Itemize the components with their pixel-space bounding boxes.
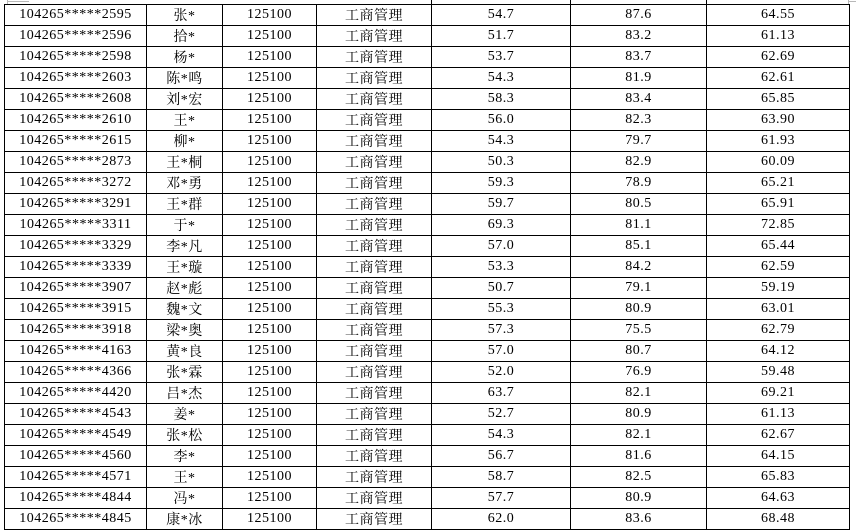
total-score-cell: 64.15 bbox=[707, 446, 850, 467]
table-row bbox=[5, 236, 850, 257]
name-cell: 于* bbox=[147, 215, 223, 236]
table-row bbox=[5, 383, 850, 404]
total-score-cell: 62.61 bbox=[707, 68, 850, 89]
initial-score-cell: 50.7 bbox=[432, 278, 571, 299]
total-score-cell: 63.90 bbox=[707, 110, 850, 131]
table-row bbox=[5, 131, 850, 152]
retest-score-cell: 82.9 bbox=[571, 152, 707, 173]
initial-score-cell: 52.7 bbox=[432, 404, 571, 425]
major-code-cell: 125100 bbox=[223, 194, 317, 215]
table-row bbox=[5, 89, 850, 110]
major-name-cell: 工商管理 bbox=[317, 68, 432, 89]
major-name-cell: 工商管理 bbox=[317, 236, 432, 257]
candidate-id-cell: 104265*****4571 bbox=[5, 467, 147, 488]
table-row bbox=[5, 488, 850, 509]
total-score-cell: 62.79 bbox=[707, 320, 850, 341]
major-code-cell: 125100 bbox=[223, 425, 317, 446]
retest-score-cell: 81.6 bbox=[571, 446, 707, 467]
initial-score-cell: 62.0 bbox=[432, 509, 571, 530]
total-score-cell: 59.19 bbox=[707, 278, 850, 299]
initial-score-cell: 58.7 bbox=[432, 467, 571, 488]
major-name-cell: 工商管理 bbox=[317, 341, 432, 362]
major-name-cell: 工商管理 bbox=[317, 362, 432, 383]
initial-score-cell: 54.7 bbox=[432, 5, 571, 26]
table-row bbox=[5, 5, 850, 26]
candidate-id-cell: 104265*****4420 bbox=[5, 383, 147, 404]
candidate-id-cell: 104265*****3918 bbox=[5, 320, 147, 341]
major-code-cell: 125100 bbox=[223, 257, 317, 278]
score-table-body bbox=[5, 5, 850, 530]
major-code-cell: 125100 bbox=[223, 173, 317, 194]
major-code-cell: 125100 bbox=[223, 152, 317, 173]
candidate-id-cell: 104265*****2596 bbox=[5, 26, 147, 47]
retest-score-cell: 80.7 bbox=[571, 341, 707, 362]
name-cell: 赵*彪 bbox=[147, 278, 223, 299]
name-cell: 吕*杰 bbox=[147, 383, 223, 404]
retest-score-cell: 84.2 bbox=[571, 257, 707, 278]
initial-score-cell: 50.3 bbox=[432, 152, 571, 173]
total-score-cell: 65.44 bbox=[707, 236, 850, 257]
major-name-cell: 工商管理 bbox=[317, 5, 432, 26]
initial-score-cell: 57.0 bbox=[432, 341, 571, 362]
name-cell: 魏*文 bbox=[147, 299, 223, 320]
initial-score-cell: 57.7 bbox=[432, 488, 571, 509]
major-name-cell: 工商管理 bbox=[317, 404, 432, 425]
initial-score-cell: 56.7 bbox=[432, 446, 571, 467]
candidate-id-cell: 104265*****3291 bbox=[5, 194, 147, 215]
major-code-cell: 125100 bbox=[223, 236, 317, 257]
major-name-cell: 工商管理 bbox=[317, 383, 432, 404]
table-row bbox=[5, 194, 850, 215]
name-cell: 张*松 bbox=[147, 425, 223, 446]
total-score-cell: 64.12 bbox=[707, 341, 850, 362]
table-row bbox=[5, 110, 850, 131]
table-row bbox=[5, 68, 850, 89]
major-name-cell: 工商管理 bbox=[317, 278, 432, 299]
initial-score-cell: 51.7 bbox=[432, 26, 571, 47]
total-score-cell: 60.09 bbox=[707, 152, 850, 173]
score-table bbox=[4, 4, 850, 530]
candidate-id-cell: 104265*****4549 bbox=[5, 425, 147, 446]
name-cell: 黄*良 bbox=[147, 341, 223, 362]
initial-score-cell: 54.3 bbox=[432, 131, 571, 152]
major-name-cell: 工商管理 bbox=[317, 425, 432, 446]
sheet-gridline-remnant bbox=[848, 1, 856, 2]
major-name-cell: 工商管理 bbox=[317, 26, 432, 47]
retest-score-cell: 82.5 bbox=[571, 467, 707, 488]
major-code-cell: 125100 bbox=[223, 299, 317, 320]
table-row bbox=[5, 467, 850, 488]
name-cell: 张*霖 bbox=[147, 362, 223, 383]
total-score-cell: 62.59 bbox=[707, 257, 850, 278]
table-row bbox=[5, 215, 850, 236]
initial-score-cell: 59.7 bbox=[432, 194, 571, 215]
major-code-cell: 125100 bbox=[223, 26, 317, 47]
major-name-cell: 工商管理 bbox=[317, 299, 432, 320]
table-row bbox=[5, 404, 850, 425]
major-code-cell: 125100 bbox=[223, 278, 317, 299]
name-cell: 王*群 bbox=[147, 194, 223, 215]
major-code-cell: 125100 bbox=[223, 404, 317, 425]
candidate-id-cell: 104265*****4543 bbox=[5, 404, 147, 425]
initial-score-cell: 69.3 bbox=[432, 215, 571, 236]
major-code-cell: 125100 bbox=[223, 110, 317, 131]
initial-score-cell: 56.0 bbox=[432, 110, 571, 131]
retest-score-cell: 83.6 bbox=[571, 509, 707, 530]
initial-score-cell: 53.7 bbox=[432, 47, 571, 68]
total-score-cell: 64.55 bbox=[707, 5, 850, 26]
retest-score-cell: 81.1 bbox=[571, 215, 707, 236]
major-name-cell: 工商管理 bbox=[317, 194, 432, 215]
retest-score-cell: 75.5 bbox=[571, 320, 707, 341]
retest-score-cell: 83.2 bbox=[571, 26, 707, 47]
retest-score-cell: 83.4 bbox=[571, 89, 707, 110]
candidate-id-cell: 104265*****3329 bbox=[5, 236, 147, 257]
candidate-id-cell: 104265*****4560 bbox=[5, 446, 147, 467]
major-name-cell: 工商管理 bbox=[317, 173, 432, 194]
major-name-cell: 工商管理 bbox=[317, 215, 432, 236]
name-cell: 王* bbox=[147, 110, 223, 131]
candidate-id-cell: 104265*****3339 bbox=[5, 257, 147, 278]
table-row bbox=[5, 47, 850, 68]
retest-score-cell: 78.9 bbox=[571, 173, 707, 194]
table-row bbox=[5, 509, 850, 530]
name-cell: 王*璇 bbox=[147, 257, 223, 278]
total-score-cell: 62.69 bbox=[707, 47, 850, 68]
candidate-id-cell: 104265*****4845 bbox=[5, 509, 147, 530]
initial-score-cell: 63.7 bbox=[432, 383, 571, 404]
major-code-cell: 125100 bbox=[223, 446, 317, 467]
candidate-id-cell: 104265*****4844 bbox=[5, 488, 147, 509]
retest-score-cell: 81.9 bbox=[571, 68, 707, 89]
total-score-cell: 61.93 bbox=[707, 131, 850, 152]
retest-score-cell: 79.1 bbox=[571, 278, 707, 299]
total-score-cell: 65.21 bbox=[707, 173, 850, 194]
name-cell: 张* bbox=[147, 5, 223, 26]
table-row bbox=[5, 362, 850, 383]
table-row bbox=[5, 446, 850, 467]
name-cell: 李*凡 bbox=[147, 236, 223, 257]
major-code-cell: 125100 bbox=[223, 341, 317, 362]
total-score-cell: 61.13 bbox=[707, 26, 850, 47]
table-row bbox=[5, 278, 850, 299]
candidate-id-cell: 104265*****2595 bbox=[5, 5, 147, 26]
total-score-cell: 63.01 bbox=[707, 299, 850, 320]
major-name-cell: 工商管理 bbox=[317, 47, 432, 68]
major-name-cell: 工商管理 bbox=[317, 131, 432, 152]
candidate-id-cell: 104265*****2598 bbox=[5, 47, 147, 68]
total-score-cell: 59.48 bbox=[707, 362, 850, 383]
candidate-id-cell: 104265*****4163 bbox=[5, 341, 147, 362]
initial-score-cell: 53.3 bbox=[432, 257, 571, 278]
initial-score-cell: 59.3 bbox=[432, 173, 571, 194]
table-row bbox=[5, 299, 850, 320]
retest-score-cell: 83.7 bbox=[571, 47, 707, 68]
candidate-id-cell: 104265*****2610 bbox=[5, 110, 147, 131]
major-code-cell: 125100 bbox=[223, 383, 317, 404]
name-cell: 冯* bbox=[147, 488, 223, 509]
name-cell: 李* bbox=[147, 446, 223, 467]
candidate-id-cell: 104265*****4366 bbox=[5, 362, 147, 383]
initial-score-cell: 57.3 bbox=[432, 320, 571, 341]
total-score-cell: 68.48 bbox=[707, 509, 850, 530]
retest-score-cell: 80.9 bbox=[571, 404, 707, 425]
retest-score-cell: 80.9 bbox=[571, 299, 707, 320]
name-cell: 杨* bbox=[147, 47, 223, 68]
retest-score-cell: 80.5 bbox=[571, 194, 707, 215]
major-code-cell: 125100 bbox=[223, 467, 317, 488]
total-score-cell: 62.67 bbox=[707, 425, 850, 446]
candidate-id-cell: 104265*****2873 bbox=[5, 152, 147, 173]
major-name-cell: 工商管理 bbox=[317, 152, 432, 173]
retest-score-cell: 87.6 bbox=[571, 5, 707, 26]
retest-score-cell: 82.1 bbox=[571, 425, 707, 446]
candidate-id-cell: 104265*****2615 bbox=[5, 131, 147, 152]
table-row bbox=[5, 425, 850, 446]
major-code-cell: 125100 bbox=[223, 89, 317, 110]
major-code-cell: 125100 bbox=[223, 320, 317, 341]
candidate-id-cell: 104265*****3907 bbox=[5, 278, 147, 299]
retest-score-cell: 85.1 bbox=[571, 236, 707, 257]
retest-score-cell: 82.1 bbox=[571, 383, 707, 404]
major-code-cell: 125100 bbox=[223, 47, 317, 68]
total-score-cell: 61.13 bbox=[707, 404, 850, 425]
name-cell: 邓*勇 bbox=[147, 173, 223, 194]
retest-score-cell: 82.3 bbox=[571, 110, 707, 131]
total-score-cell: 64.63 bbox=[707, 488, 850, 509]
major-code-cell: 125100 bbox=[223, 5, 317, 26]
total-score-cell: 69.21 bbox=[707, 383, 850, 404]
major-code-cell: 125100 bbox=[223, 362, 317, 383]
retest-score-cell: 76.9 bbox=[571, 362, 707, 383]
major-code-cell: 125100 bbox=[223, 215, 317, 236]
initial-score-cell: 54.3 bbox=[432, 68, 571, 89]
major-code-cell: 125100 bbox=[223, 68, 317, 89]
retest-score-cell: 80.9 bbox=[571, 488, 707, 509]
major-name-cell: 工商管理 bbox=[317, 110, 432, 131]
major-name-cell: 工商管理 bbox=[317, 257, 432, 278]
initial-score-cell: 54.3 bbox=[432, 425, 571, 446]
candidate-id-cell: 104265*****3311 bbox=[5, 215, 147, 236]
name-cell: 梁*奥 bbox=[147, 320, 223, 341]
total-score-cell: 65.85 bbox=[707, 89, 850, 110]
table-row bbox=[5, 173, 850, 194]
candidate-id-cell: 104265*****3915 bbox=[5, 299, 147, 320]
candidate-id-cell: 104265*****2608 bbox=[5, 89, 147, 110]
candidate-id-cell: 104265*****3272 bbox=[5, 173, 147, 194]
major-name-cell: 工商管理 bbox=[317, 509, 432, 530]
initial-score-cell: 52.0 bbox=[432, 362, 571, 383]
name-cell: 柳* bbox=[147, 131, 223, 152]
name-cell: 拾* bbox=[147, 26, 223, 47]
name-cell: 王* bbox=[147, 467, 223, 488]
table-row bbox=[5, 26, 850, 47]
major-code-cell: 125100 bbox=[223, 131, 317, 152]
total-score-cell: 65.91 bbox=[707, 194, 850, 215]
sheet-gridline-remnant bbox=[7, 1, 29, 2]
table-row bbox=[5, 341, 850, 362]
major-name-cell: 工商管理 bbox=[317, 446, 432, 467]
candidate-id-cell: 104265*****2603 bbox=[5, 68, 147, 89]
table-row bbox=[5, 257, 850, 278]
initial-score-cell: 58.3 bbox=[432, 89, 571, 110]
total-score-cell: 65.83 bbox=[707, 467, 850, 488]
name-cell: 康*冰 bbox=[147, 509, 223, 530]
major-code-cell: 125100 bbox=[223, 509, 317, 530]
retest-score-cell: 79.7 bbox=[571, 131, 707, 152]
name-cell: 陈*鸣 bbox=[147, 68, 223, 89]
total-score-cell: 72.85 bbox=[707, 215, 850, 236]
major-name-cell: 工商管理 bbox=[317, 89, 432, 110]
major-name-cell: 工商管理 bbox=[317, 467, 432, 488]
table-row bbox=[5, 152, 850, 173]
initial-score-cell: 55.3 bbox=[432, 299, 571, 320]
initial-score-cell: 57.0 bbox=[432, 236, 571, 257]
major-code-cell: 125100 bbox=[223, 488, 317, 509]
major-name-cell: 工商管理 bbox=[317, 320, 432, 341]
name-cell: 王*桐 bbox=[147, 152, 223, 173]
name-cell: 姜* bbox=[147, 404, 223, 425]
table-row bbox=[5, 320, 850, 341]
name-cell: 刘*宏 bbox=[147, 89, 223, 110]
major-name-cell: 工商管理 bbox=[317, 488, 432, 509]
